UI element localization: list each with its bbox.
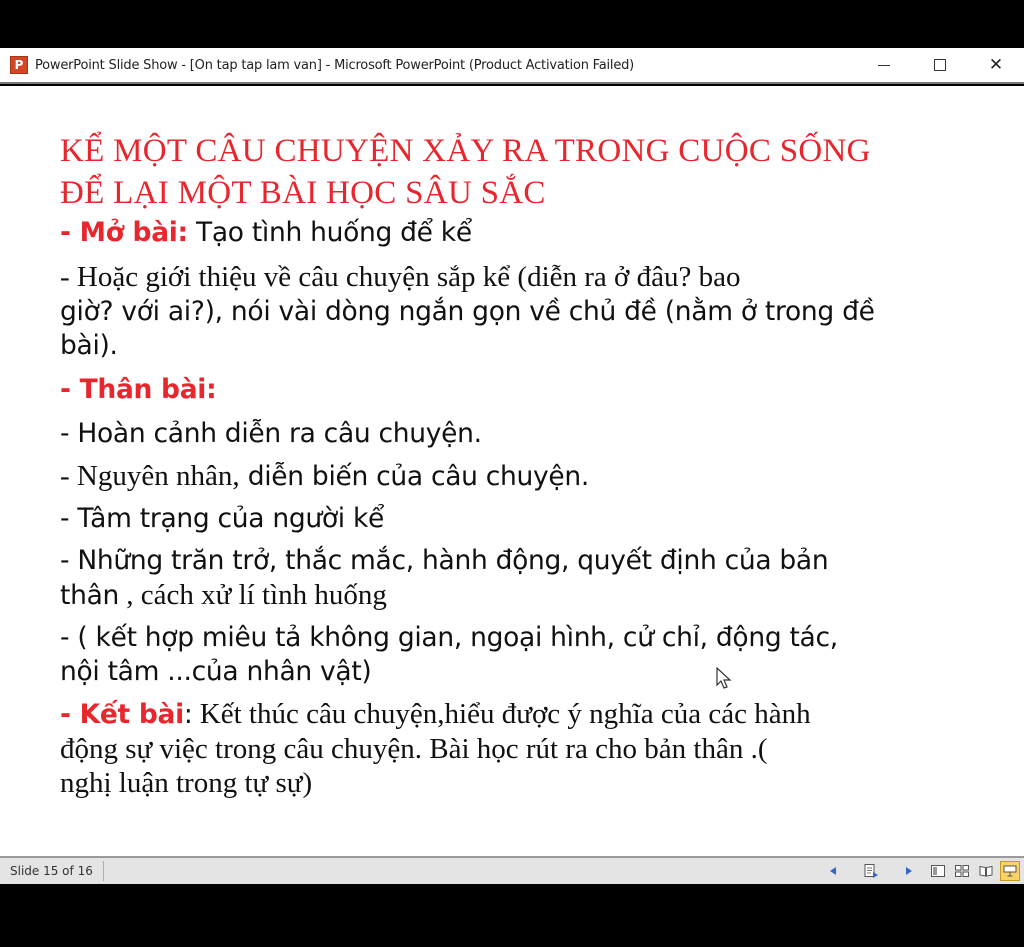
- reading-view-button[interactable]: [976, 861, 996, 881]
- slide-menu-button[interactable]: [862, 862, 880, 880]
- body-item-1: - Hoàn cảnh diễn ra câu chuyện.: [60, 418, 482, 449]
- arrow-left-icon: [829, 866, 841, 876]
- ket-bai-text-1: Kết thúc câu chuyện,hiểu được ý nghĩa của các hành: [192, 698, 811, 730]
- close-icon: ✕: [988, 55, 1004, 75]
- slide-show-view-button[interactable]: [1000, 861, 1020, 881]
- view-buttons: [928, 861, 1020, 881]
- intro-block: [60, 260, 980, 363]
- body-item-5: [60, 621, 980, 689]
- ket-bai-colon: :: [183, 699, 193, 730]
- minimize-button[interactable]: [856, 48, 912, 82]
- body-item-2: [60, 459, 980, 494]
- body-item-4-line-2a: thân: [60, 580, 120, 611]
- slide-content: [60, 130, 980, 800]
- intro-line-1: [60, 260, 980, 295]
- body-item-2-serif: - Nguyên nhân,: [60, 460, 240, 492]
- minimize-icon: [878, 65, 890, 66]
- intro-line-1-text: - Hoặc giới thiệu về câu chuyện sắp kể (diễn ra ở đâu? bao: [60, 261, 741, 293]
- ket-bai-line-3: nghị luận trong tự sự): [60, 767, 313, 799]
- mo-bai-text: Tạo tình huống để kể: [187, 217, 472, 248]
- mo-bai-line: [60, 216, 980, 250]
- ket-bai-line-1: [60, 697, 980, 732]
- normal-view-icon: [931, 865, 945, 877]
- body-item-5-line-2: nội tâm ...của nhân vật): [60, 656, 372, 687]
- slide-navigation: [826, 862, 916, 880]
- ket-bai-line-2: động sự việc trong câu chuyện. Bài học rút ra cho bản thân .(: [60, 733, 768, 765]
- slide-canvas[interactable]: [0, 86, 1024, 856]
- slide-heading-line-2: ĐỂ LẠI MỘT BÀI HỌC SÂU SẮC: [60, 175, 546, 211]
- next-slide-button[interactable]: [898, 862, 916, 880]
- intro-line-2: giờ? với ai?), nói vài dòng ngắn gọn về chủ đề (nằm ở trong đề: [60, 296, 875, 327]
- title-bar: [0, 48, 1024, 84]
- slide-sorter-view-button[interactable]: [952, 861, 972, 881]
- ket-bai-label: - Kết bài: [60, 699, 184, 730]
- slide-sorter-icon: [955, 865, 969, 877]
- ket-bai-block: [60, 697, 980, 800]
- powerpoint-app-icon[interactable]: P: [10, 56, 28, 74]
- close-button[interactable]: [968, 48, 1024, 82]
- window-title: PowerPoint Slide Show - [On tap tap lam van] - Microsoft PowerPoint (Product Activation Failed): [35, 57, 635, 73]
- body-item-4-line-2b: , cách xử lí tình huống: [119, 579, 387, 611]
- maximize-button[interactable]: [912, 48, 968, 82]
- body-item-4: [60, 544, 980, 613]
- window-controls: [856, 48, 1024, 82]
- body-item-4-line-1: - Những trăn trở, thắc mắc, hành động, quyết định của bản: [60, 545, 829, 576]
- arrow-right-icon: [901, 866, 913, 876]
- status-bar: [0, 856, 1024, 884]
- previous-slide-button[interactable]: [826, 862, 844, 880]
- mouse-cursor-icon: [716, 667, 732, 691]
- reading-view-icon: [979, 865, 993, 877]
- slide-counter: Slide 15 of 16: [10, 861, 104, 881]
- slide-heading-line-1: KỂ MỘT CÂU CHUYỆN XẢY RA TRONG CUỘC SỐNG: [60, 133, 871, 169]
- body-item-3: - Tâm trạng của người kể: [60, 503, 385, 534]
- body-item-2-rest: diễn biến của câu chuyện.: [239, 461, 590, 492]
- intro-line-3: bài).: [60, 330, 118, 361]
- body-item-4-line-2: [60, 578, 980, 613]
- body-item-5-line-1: - ( kết hợp miêu tả không gian, ngoại hình, cử chỉ, động tác,: [60, 622, 838, 653]
- mo-bai-label: - Mở bài:: [60, 217, 188, 248]
- slide-show-icon: [1003, 865, 1017, 877]
- maximize-icon: [934, 59, 946, 71]
- normal-view-button[interactable]: [928, 861, 948, 881]
- menu-document-icon: [863, 863, 879, 879]
- than-bai-label: - Thân bài:: [60, 374, 217, 405]
